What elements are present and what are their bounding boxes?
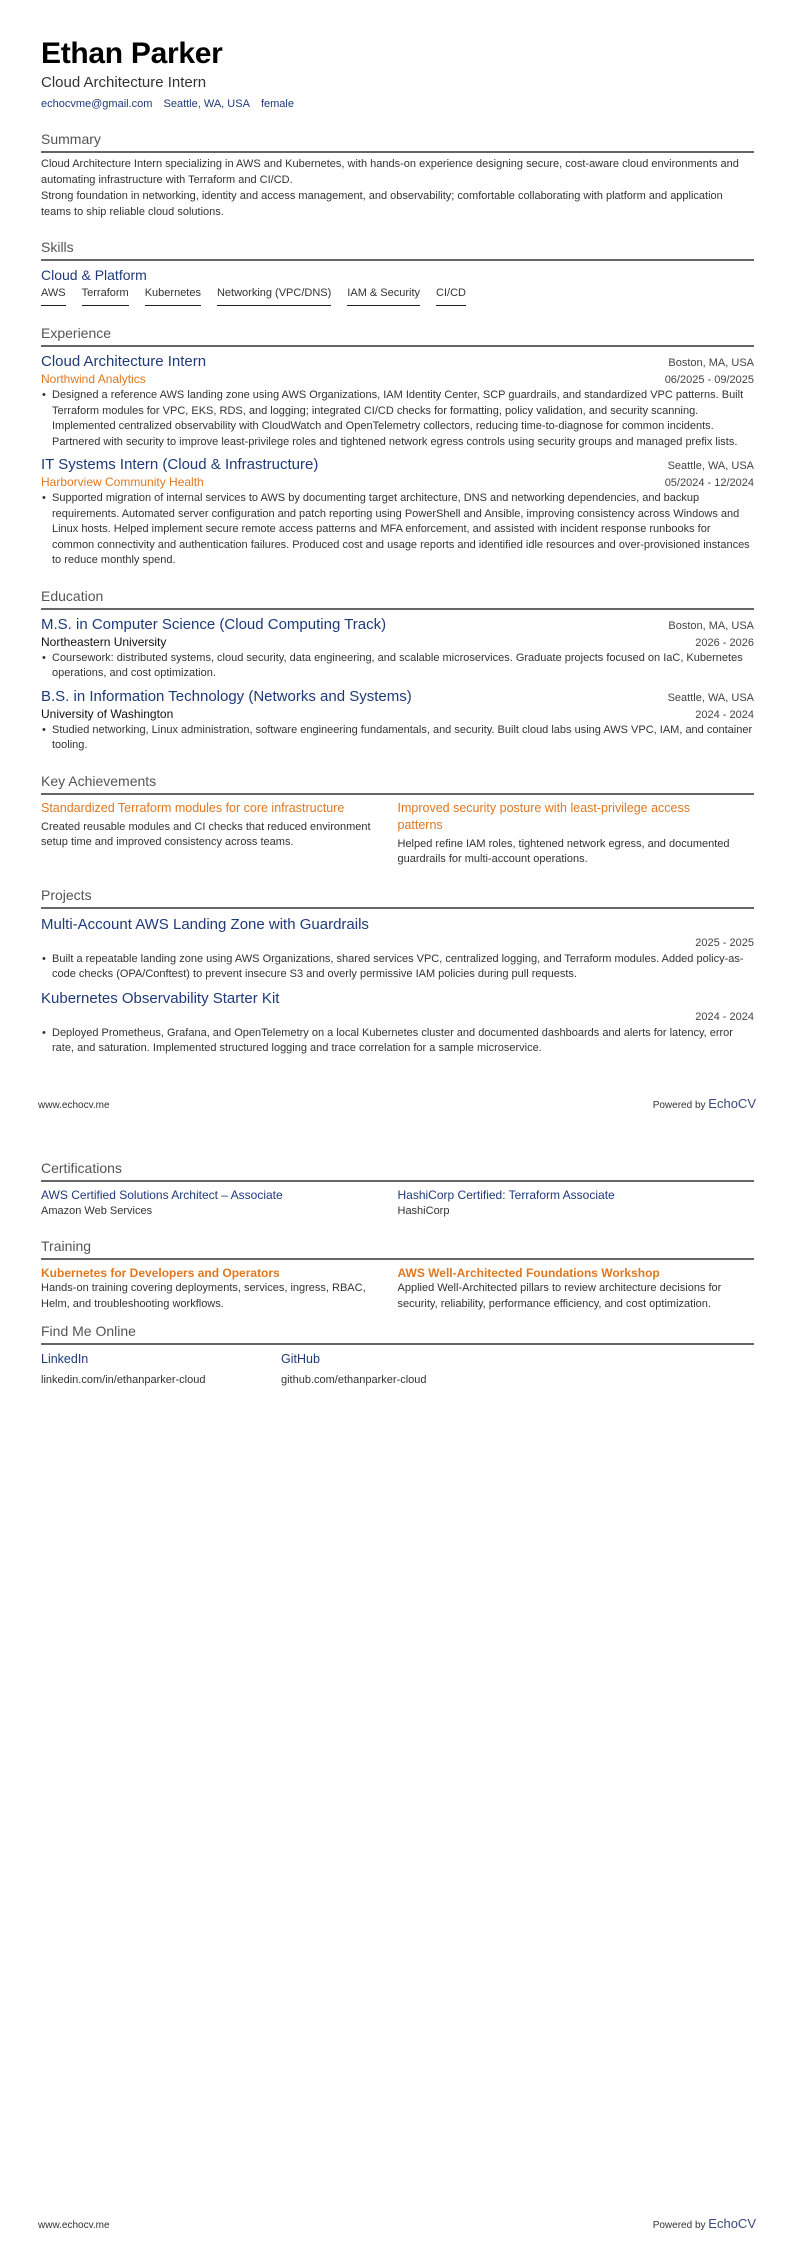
skill-tag: Networking (VPC/DNS) xyxy=(217,286,331,306)
job-location: Seattle, WA, USA xyxy=(667,460,754,472)
skill-tag: Kubernetes xyxy=(145,286,201,306)
education-bullet: • Coursework: distributed systems, cloud security, data engineering, and scalable microservices. Graduate projects focused on IaC, Kubernetes operations, and cost optimization. xyxy=(41,651,754,682)
project-bullet: • Deployed Prometheus, Grafana, and OpenTelemetry on a local Kubernetes cluster and documented dashboards and alerts for latency, error rate, and saturation. Implemented structured logging and trace correlation for a sample microservice. xyxy=(41,1026,754,1057)
training-desc: Hands-on training covering deployments, services, ingress, RBAC, Helm, and troubleshooting workflows. xyxy=(41,1282,366,1310)
education-dates: 2026 - 2026 xyxy=(695,636,754,649)
project-entry xyxy=(41,915,754,983)
achievement-desc: Helped refine IAM roles, tightened network egress, and documented guardrails for multi-account operations. xyxy=(397,837,730,865)
project-entry xyxy=(41,989,754,1057)
experience-section xyxy=(41,324,754,569)
training-item xyxy=(41,1265,398,1312)
skill-tag: CI/CD xyxy=(436,286,466,306)
job-dates: 05/2024 - 12/2024 xyxy=(664,477,754,489)
achievement-item xyxy=(41,800,398,868)
powered-by-label: Powered by xyxy=(652,2220,709,2231)
link-label: LinkedIn xyxy=(41,1352,89,1366)
education-section xyxy=(41,587,754,754)
skill-group-title: Cloud & Platform xyxy=(41,267,147,283)
company-name: Northwind Analytics xyxy=(41,372,146,386)
section-title: Skills xyxy=(41,238,754,261)
github-url[interactable]: github.com/ethanparker-cloud xyxy=(281,1374,427,1386)
achievement-title: Standardized Terraform modules for core infrastructure xyxy=(41,800,345,815)
education-bullet: • Studied networking, Linux administration, software engineering fundamentals, and security. Built cloud labs using AWS VPC, IAM, and container tooling. xyxy=(41,723,754,754)
section-title: Education xyxy=(41,587,754,610)
summary-paragraph: Strong foundation in networking, identity and access management, and observability; comfortable collaborating with platform and application teams to ship reliable cloud solutions. xyxy=(41,190,723,218)
school-location: Seattle, WA, USA xyxy=(667,691,754,704)
contact-location: Seattle, WA, USA xyxy=(163,98,250,110)
education-entry xyxy=(41,687,754,754)
training-name: AWS Well-Architected Foundations Workshop xyxy=(397,1266,660,1280)
skill-list xyxy=(41,286,754,306)
footer-site-link[interactable]: www.echocv.me xyxy=(38,2220,110,2231)
certification-name: AWS Certified Solutions Architect – Associate xyxy=(41,1188,283,1202)
summary-paragraph: Cloud Architecture Intern specializing in AWS and Kubernetes, with hands-on experience designing secure, cost-aware cloud environments and automating infrastructure with Terraform and CI/CD. xyxy=(41,158,739,186)
online-section xyxy=(41,1322,754,1388)
education-entry xyxy=(41,615,754,682)
resume-page-2 xyxy=(0,1123,794,2246)
degree-name: M.S. in Computer Science (Cloud Computing Track) xyxy=(41,615,387,633)
section-title: Key Achievements xyxy=(41,772,754,795)
achievement-desc: Created reusable modules and CI checks that reduced environment setup time and improved consistency across teams. xyxy=(41,820,371,848)
link-label: GitHub xyxy=(281,1352,320,1366)
online-link-linkedin xyxy=(41,1351,281,1388)
section-title: Training xyxy=(41,1237,754,1260)
powered-by-label: Powered by xyxy=(652,1100,709,1111)
section-title: Projects xyxy=(41,886,754,909)
candidate-name: Ethan Parker xyxy=(41,37,223,70)
project-name: Kubernetes Observability Starter Kit xyxy=(41,989,280,1007)
company-name: Harborview Community Health xyxy=(41,475,204,489)
project-bullet: • Built a repeatable landing zone using AWS Organizations, shared services VPC, centralized logging, and Terraform modules. Added policy-as-code checks (OPA/Conftest) to prevent insecure S3 and overly permissive IAM policies during pull requests. xyxy=(41,952,754,983)
skill-tag: AWS xyxy=(41,286,66,306)
job-role: IT Systems Intern (Cloud & Infrastructure) xyxy=(41,456,319,473)
resume-header xyxy=(41,36,754,112)
footer-site-link[interactable]: www.echocv.me xyxy=(38,1100,110,1111)
footer-powered-by xyxy=(653,1096,756,1111)
skills-section xyxy=(41,238,754,306)
certification-name: HashiCorp Certified: Terraform Associate xyxy=(397,1188,615,1202)
section-title: Find Me Online xyxy=(41,1322,754,1345)
training-section xyxy=(41,1237,754,1312)
certifications-section xyxy=(41,1159,754,1219)
training-desc: Applied Well-Architected pillars to review architecture decisions for security, reliability, performance efficiency, and cost optimization. xyxy=(397,1282,722,1310)
training-name: Kubernetes for Developers and Operators xyxy=(41,1266,280,1280)
job-dates: 06/2025 - 09/2025 xyxy=(664,374,754,386)
job-bullet: • Supported migration of internal services to AWS by documenting target architecture, DNS and networking dependencies, and backup requirements. Automated server configuration and patch reporting using PowerShell and Ansible, improving consistency across Windows and Linux hosts. Helped implement secure remote access patterns and MFA enforcement, and assisted with incident response runbooks for common connectivity and authentication failures. Produced cost and usage reports and identified idle resources and over-provisioned instances to reduce monthly spend. xyxy=(41,491,754,569)
footer-powered-by xyxy=(653,2216,756,2231)
skill-tag: IAM & Security xyxy=(347,286,420,306)
brand-logo[interactable]: EchoCV xyxy=(708,2216,756,2231)
section-title: Experience xyxy=(41,324,754,347)
certification-issuer: Amazon Web Services xyxy=(41,1205,153,1217)
job-location: Boston, MA, USA xyxy=(668,357,754,369)
school-location: Boston, MA, USA xyxy=(668,619,754,632)
education-dates: 2024 - 2024 xyxy=(695,708,754,721)
projects-section xyxy=(41,886,754,1057)
experience-entry xyxy=(41,352,754,450)
certification-item xyxy=(398,1187,755,1219)
linkedin-url[interactable]: linkedin.com/in/ethanparker-cloud xyxy=(41,1374,206,1386)
page-footer xyxy=(38,1096,756,1111)
job-role: Cloud Architecture Intern xyxy=(41,353,207,370)
school-name: University of Washington xyxy=(41,706,174,721)
experience-entry xyxy=(41,455,754,569)
degree-name: B.S. in Information Technology (Networks and Systems) xyxy=(41,687,412,705)
achievement-title: Improved security posture with least-privilege access patterns xyxy=(397,800,690,832)
contact-line xyxy=(41,97,754,112)
project-dates: 2024 - 2024 xyxy=(695,1010,754,1023)
section-title: Summary xyxy=(41,130,754,153)
online-link-github xyxy=(281,1351,521,1388)
project-dates: 2025 - 2025 xyxy=(695,936,754,949)
candidate-title: Cloud Architecture Intern xyxy=(41,74,207,91)
brand-logo[interactable]: EchoCV xyxy=(708,1096,756,1111)
section-title: Certifications xyxy=(41,1159,754,1182)
contact-email[interactable]: echocvme@gmail.com xyxy=(41,98,153,110)
skill-tag: Terraform xyxy=(82,286,129,306)
job-bullet: • Designed a reference AWS landing zone using AWS Organizations, IAM Identity Center, SCP guardrails, and standardized VPC patterns. Built Terraform modules for VPC, EKS, RDS, and logging; integrated CI/CD checks for formatting, policy validation, and security scanning. Implemented centralized observability with CloudWatch and OpenTelemetry collectors, reducing time-to-diagnose for common incidents. Partnered with security to improve least-privilege roles and tightened network egress controls using security groups and managed prefix lists. xyxy=(41,388,754,450)
achievement-item xyxy=(398,800,755,868)
achievements-section xyxy=(41,772,754,868)
page-footer xyxy=(38,2216,756,2231)
certification-issuer: HashiCorp xyxy=(397,1205,450,1217)
summary-section xyxy=(41,130,754,220)
training-item xyxy=(398,1265,755,1312)
school-name: Northeastern University xyxy=(41,634,167,649)
project-name: Multi-Account AWS Landing Zone with Guardrails xyxy=(41,915,369,933)
certification-item xyxy=(41,1187,398,1219)
contact-gender: female xyxy=(260,98,294,110)
